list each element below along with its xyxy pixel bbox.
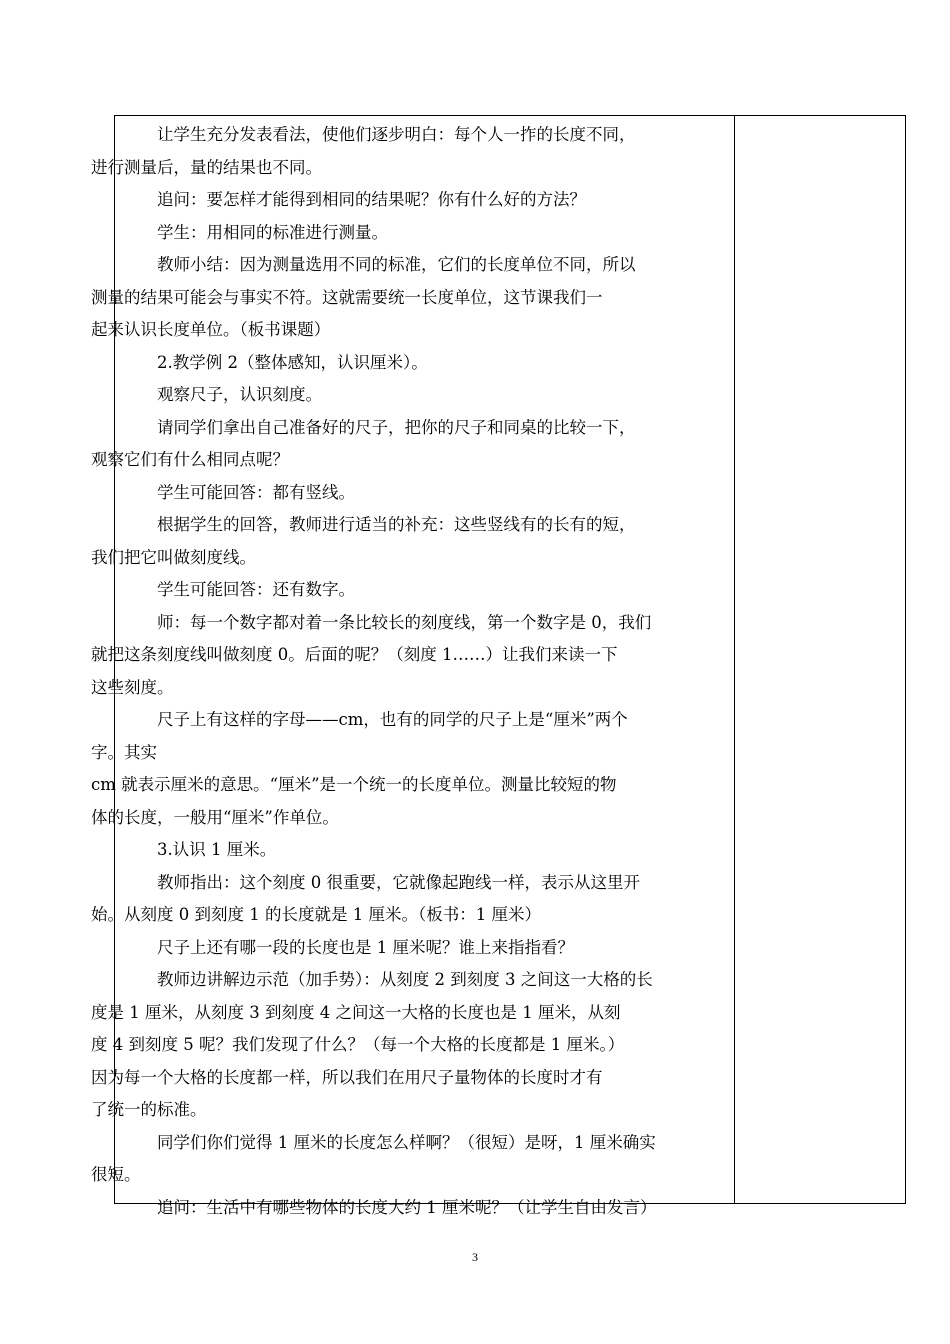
lesson-paragraph — [124, 1192, 726, 1225]
lesson-paragraph — [124, 347, 726, 380]
paragraph-line: 很短。 — [91, 1165, 141, 1184]
paragraph-line: 3.认识 1 厘米。 — [157, 840, 277, 859]
lesson-table — [91, 115, 906, 1217]
paragraph-line: 师：每一个数字都对着一条比较长的刻度线，第一个数字是 0，我们 — [157, 612, 652, 632]
paragraph-line: 起来认识长度单位。（板书课题） — [91, 320, 331, 339]
paragraph-line: 度是 1 厘米，从刻度 3 到刻度 4 之间这一大格的长度也是 1 厘米，从刻 — [91, 1002, 621, 1022]
lesson-paragraph — [124, 217, 726, 250]
lesson-paragraph — [91, 249, 726, 347]
paragraph-line: 尺子上有这样的字母——cm，也有的同学的尺子上是“厘米”两个 — [157, 710, 628, 729]
lesson-paragraph — [124, 834, 726, 867]
paragraph-line: 就把这条刻度线叫做刻度 0。后面的呢？（刻度 1……）让我们来读一下 — [91, 645, 618, 664]
lesson-paragraph — [124, 379, 726, 412]
paragraph-line: 追问：要怎样才能得到相同的结果呢？你有什么好的方法？ — [157, 190, 586, 209]
lesson-paragraph — [91, 1127, 726, 1192]
paragraph-line: 尺子上还有哪一段的长度也是 1 厘米呢？谁上来指指看？ — [157, 937, 574, 957]
paragraph-line: 学生可能回答：还有数字。 — [157, 580, 355, 599]
lesson-paragraph — [91, 704, 726, 834]
paragraph-line: 进行测量后，量的结果也不同。 — [91, 157, 322, 177]
paragraph-line: 教师小结：因为测量选用不同的标准，它们的长度单位不同，所以 — [157, 255, 636, 274]
paragraph-line: 教师边讲解边示范（加手势）：从刻度 2 到刻度 3 之间这一大格的长 — [157, 970, 653, 989]
lesson-paragraph — [91, 867, 726, 932]
page-number: 3 — [472, 1250, 478, 1264]
paragraph-line: cm 就表示厘米的意思。“厘米”是一个统一的长度单位。测量比较短的物 — [91, 775, 617, 794]
paragraph-line: 体的长度，一般用“厘米”作单位。 — [91, 807, 339, 827]
lesson-paragraph — [124, 932, 726, 965]
paragraph-line: 同学们你们觉得 1 厘米的长度怎么样啊？（很短）是呀，1 厘米确实 — [157, 1132, 656, 1152]
paragraph-line: 请同学们拿出自己准备好的尺子，把你的尺子和同桌的比较一下， — [157, 417, 636, 437]
paragraph-line: 学生：用相同的标准进行测量。 — [157, 222, 388, 242]
paragraph-line: 让学生充分发表看法，使他们逐步明白：每个人一拃的长度不同， — [157, 125, 636, 144]
lesson-content-cell — [91, 116, 735, 1217]
paragraph-line: 这些刻度。 — [91, 677, 174, 697]
paragraph-line: 追问：生活中有哪些物体的长度大约 1 厘米呢？（让学生自由发言） — [157, 1197, 657, 1217]
paragraph-line: 教师指出：这个刻度 0 很重要，它就像起跑线一样，表示从这里开 — [157, 872, 640, 892]
paragraph-line: 度 4 到刻度 5 呢？我们发现了什么？（每一个大格的长度都是 1 厘米。） — [91, 1035, 625, 1054]
lesson-paragraph — [91, 119, 726, 184]
lesson-paragraph — [124, 184, 726, 217]
paragraph-line: 字。其实 — [91, 742, 157, 762]
notes-cell — [735, 116, 905, 1203]
paragraph-line: 始。从刻度 0 到刻度 1 的长度就是 1 厘米。（板书：1 厘米） — [91, 905, 541, 924]
paragraph-line: 2.教学例 2（整体感知，认识厘米）。 — [157, 352, 428, 372]
lesson-paragraph — [91, 607, 726, 705]
paragraph-line: 测量的结果可能会与事实不符。这就需要统一长度单位，这节课我们一 — [91, 287, 603, 307]
paragraph-line: 因为每一个大格的长度都一样，所以我们在用尺子量物体的长度时才有 — [91, 1067, 603, 1087]
paragraph-line: 了统一的标准。 — [91, 1100, 207, 1119]
paragraph-line: 我们把它叫做刻度线。 — [91, 547, 256, 567]
paragraph-line: 观察尺子，认识刻度。 — [157, 385, 322, 404]
paragraph-line: 学生可能回答：都有竖线。 — [157, 482, 355, 502]
lesson-paragraph — [91, 412, 726, 477]
paragraph-line: 根据学生的回答，教师进行适当的补充：这些竖线有的长有的短， — [157, 515, 636, 534]
lesson-paragraph — [91, 509, 726, 574]
lesson-paragraph — [124, 574, 726, 607]
paragraph-line: 观察它们有什么相同点呢？ — [91, 450, 289, 469]
lesson-paragraph — [91, 964, 726, 1127]
lesson-paragraph — [124, 477, 726, 510]
